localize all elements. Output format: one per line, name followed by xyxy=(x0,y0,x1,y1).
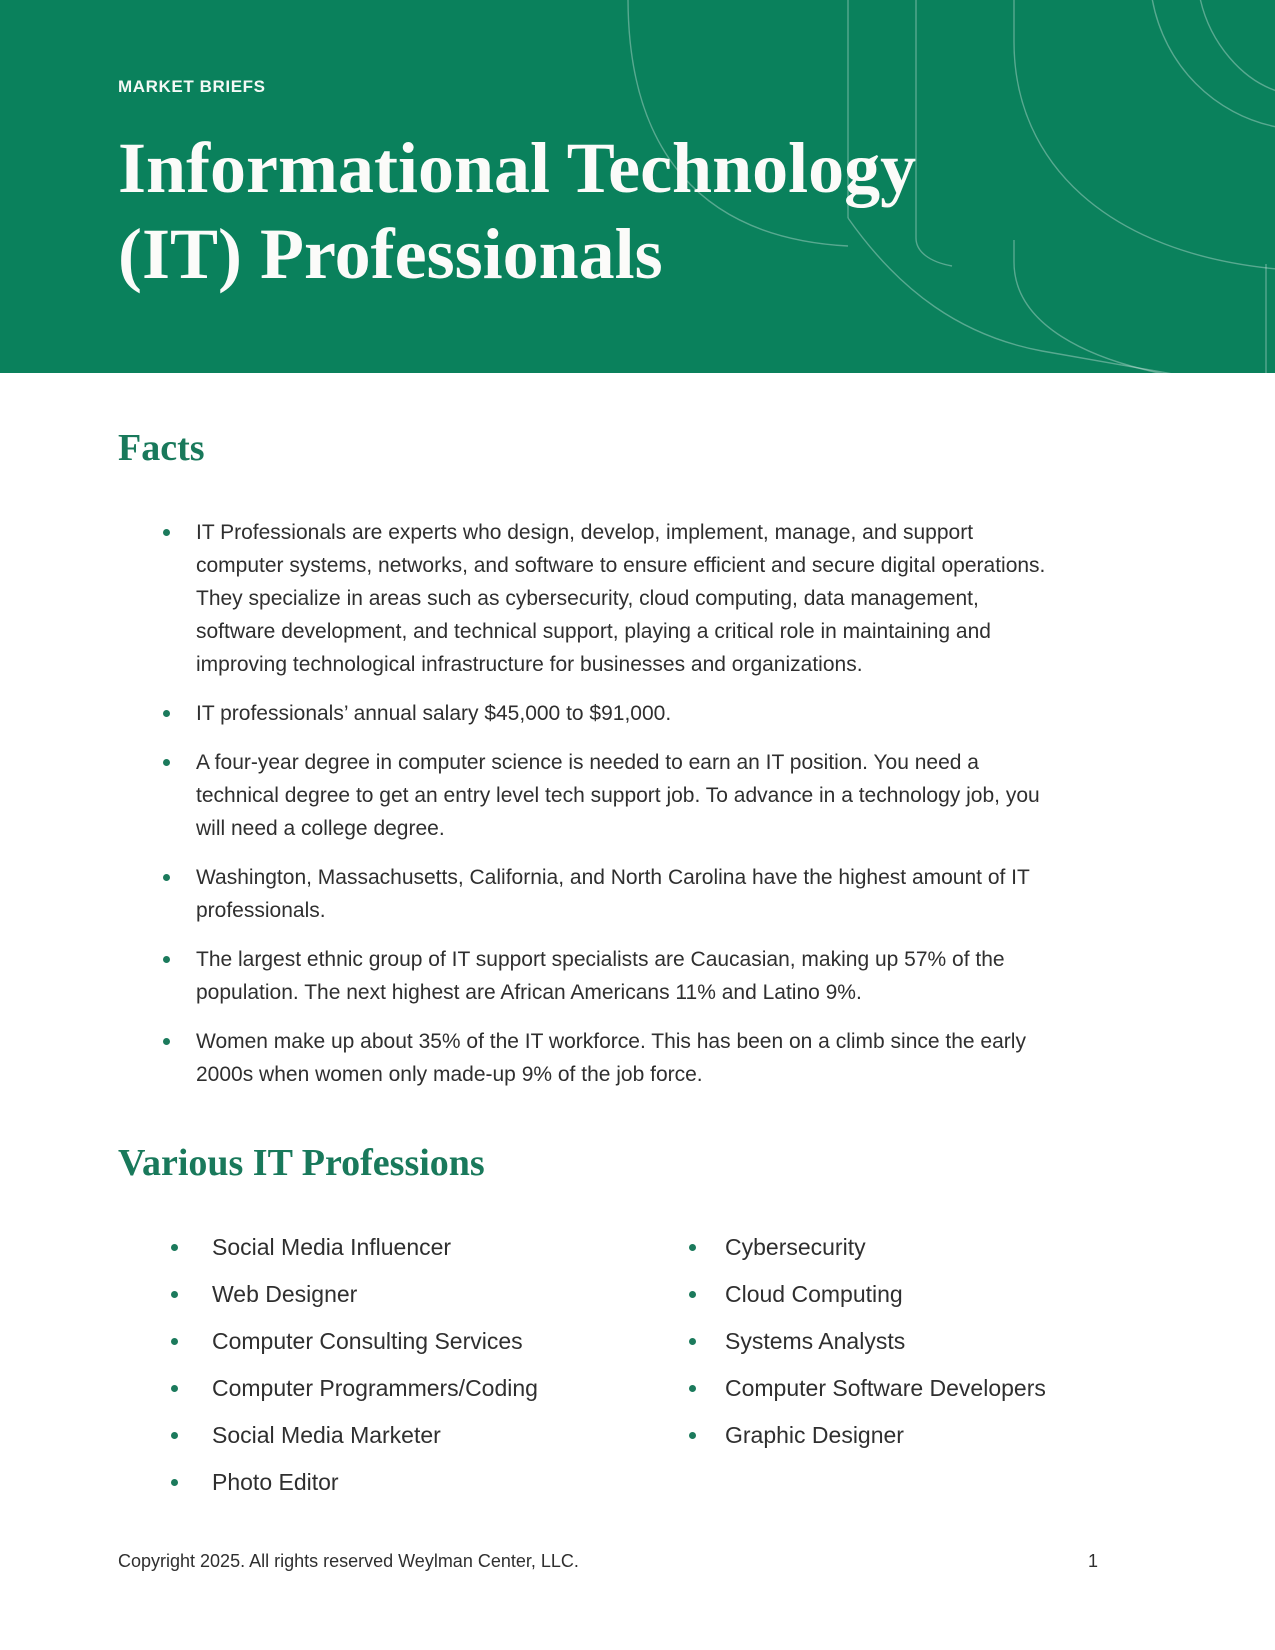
document-body xyxy=(0,373,1275,1515)
list-item: Women make up about 35% of the IT workforce. This has been on a climb since the early 2000s when women only made-up 9% of the job force. xyxy=(118,1025,1053,1091)
page-footer xyxy=(118,1551,1098,1572)
list-item: Cloud Computing xyxy=(638,1280,1157,1309)
page-title xyxy=(118,125,1157,297)
page-number: 1 xyxy=(1087,1551,1098,1571)
list-item: Social Media Marketer xyxy=(118,1421,638,1450)
page-title-line1: Informational Technology xyxy=(118,128,917,208)
list-item: IT professionals’ annual salary $45,000 to $91,000. xyxy=(118,697,1053,730)
facts-list xyxy=(118,516,1053,1091)
list-item: Graphic Designer xyxy=(638,1421,1157,1450)
professions-column-right xyxy=(638,1233,1157,1515)
list-item: Computer Consulting Services xyxy=(118,1327,638,1356)
list-item: Computer Software Developers xyxy=(638,1374,1157,1403)
list-item: Systems Analysts xyxy=(638,1327,1157,1356)
list-item: The largest ethnic group of IT support specialists are Caucasian, making up 57% of the population. The next highest are African Americans 11% and Latino 9%. xyxy=(118,943,1053,1009)
list-item: Computer Programmers/Coding xyxy=(118,1374,638,1403)
banner-content xyxy=(0,0,1275,297)
professions-column-left xyxy=(118,1233,638,1515)
header-banner xyxy=(0,0,1275,373)
list-item: Web Designer xyxy=(118,1280,638,1309)
copyright-text: Copyright 2025. All rights reserved Weylman Center, LLC. xyxy=(118,1551,579,1571)
professions-columns xyxy=(118,1233,1157,1515)
list-item: A four-year degree in computer science is needed to earn an IT position. You need a technical degree to get an entry level tech support job. To advance in a technology job, you will need a college degree. xyxy=(118,746,1053,845)
list-item: IT Professionals are experts who design, develop, implement, manage, and support computer systems, networks, and software to ensure efficient and secure digital operations. They specialize in areas such as cybersecurity, cloud computing, data management, software development, and technical support, playing a critical role in maintaining and improving technological infrastructure for businesses and organizations. xyxy=(118,516,1053,681)
list-item: Cybersecurity xyxy=(638,1233,1157,1262)
professions-heading: Various IT Professions xyxy=(118,1141,485,1184)
list-item: Washington, Massachusetts, California, and North Carolina have the highest amount of IT professionals. xyxy=(118,861,1053,927)
list-item: Photo Editor xyxy=(118,1468,638,1497)
eyebrow-label: MARKET BRIEFS xyxy=(118,77,266,96)
page-title-line2: (IT) Professionals xyxy=(118,214,663,294)
list-item: Social Media Influencer xyxy=(118,1233,638,1262)
facts-heading: Facts xyxy=(118,427,205,469)
